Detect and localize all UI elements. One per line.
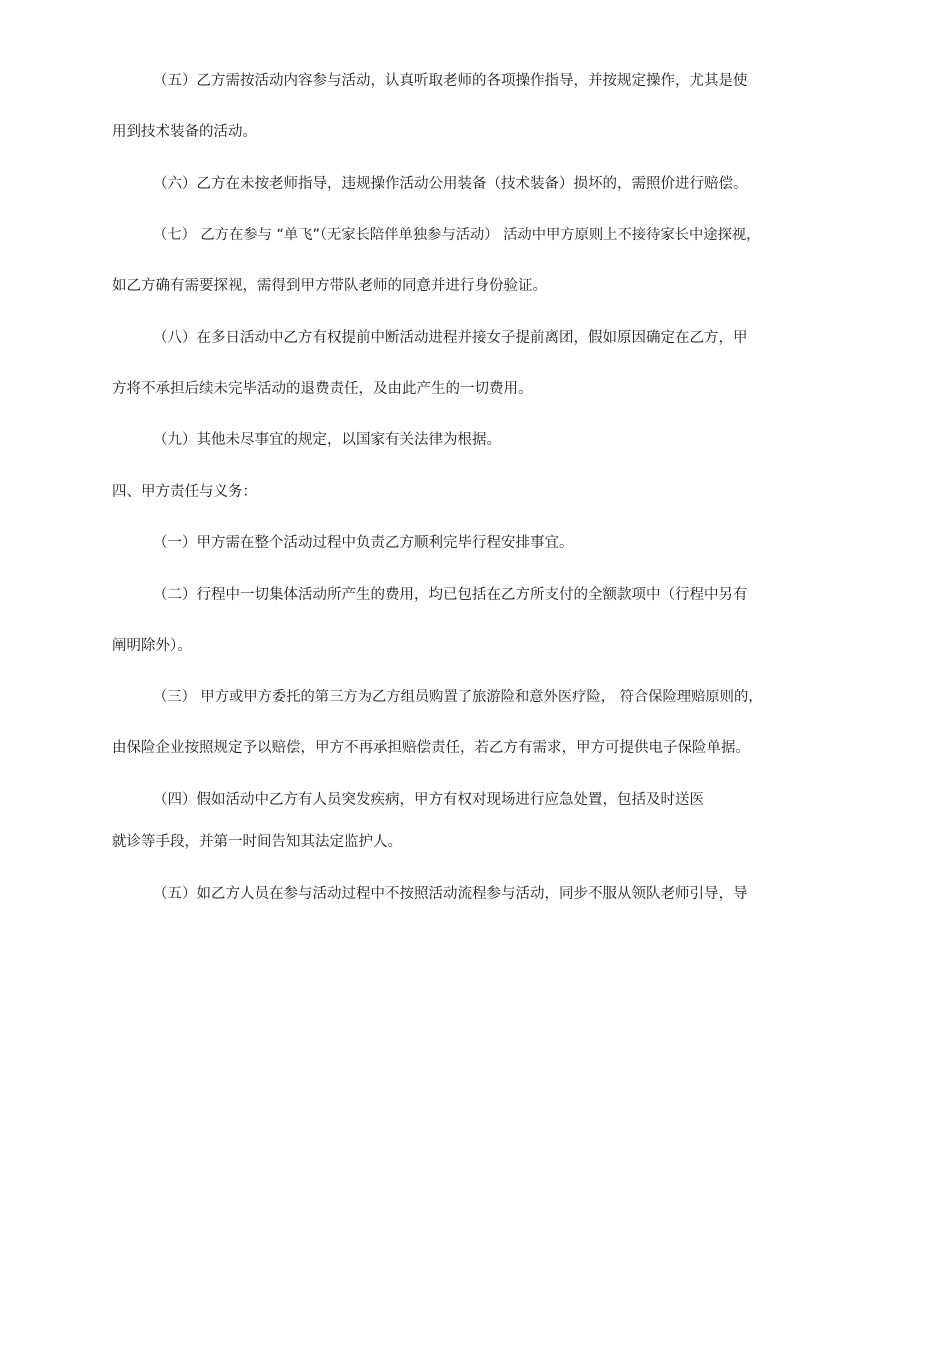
clause-b8: （八）在多日活动中乙方有权提前中断活动进程并接女子提前离团，假如原因确定在乙方，甲 <box>153 330 748 346</box>
clause-c2: （二）行程中一切集体活动所产生的费用，均已包括在乙方所支付的全额款项中（行程中另有 <box>153 587 748 603</box>
clause-b7: （七） 乙方在参与 “单飞”（无家长陪伴单独参与活动） 活动中甲方原则上不接待家长中途探视， <box>153 227 761 243</box>
clause-b8-cont: 方将不承担后续未完毕活动的退费责任，及由此产生的一切费用。 <box>112 381 533 397</box>
clause-b5: （五）乙方需按活动内容参与活动，认真听取老师的各项操作指导，并按规定操作，尤其是使 <box>153 73 748 89</box>
clause-b7-cont: 如乙方确有需要探视，需得到甲方带队老师的同意并进行身份验证。 <box>112 278 547 294</box>
clause-c4-cont: 就诊等手段，并第一时间告知其法定监护人。 <box>112 834 402 850</box>
clause-b5-cont: 用到技术装备的活动。 <box>112 124 257 140</box>
section-heading-4: 四、甲方责任与义务： <box>112 484 257 500</box>
clause-c5: （五）如乙方人员在参与活动过程中不按照活动流程参与活动，同步不服从领队老师引导，导 <box>153 886 748 902</box>
clause-c4: （四）假如活动中乙方有人员突发疾病，甲方有权对现场进行应急处置，包括及时送医 <box>153 792 704 808</box>
clause-c2-cont: 阐明除外）。 <box>112 638 192 654</box>
clause-c3: （三） 甲方或甲方委托的第三方为乙方组员购置了旅游险和意外医疗险， 符合保险理赔原则的， <box>153 689 763 705</box>
clause-b6: （六）乙方在未按老师指导，违规操作活动公用装备（技术装备）损坏的，需照价进行赔偿。 <box>153 176 748 192</box>
clause-c3-cont: 由保险企业按照规定予以赔偿，甲方不再承担赔偿责任，若乙方有需求，甲方可提供电子保险单据。 <box>112 740 750 756</box>
clause-b9: （九）其他未尽事宜的规定，以国家有关法律为根据。 <box>153 432 501 448</box>
clause-c1: （一）甲方需在整个活动过程中负责乙方顺利完毕行程安排事宜。 <box>153 535 574 551</box>
